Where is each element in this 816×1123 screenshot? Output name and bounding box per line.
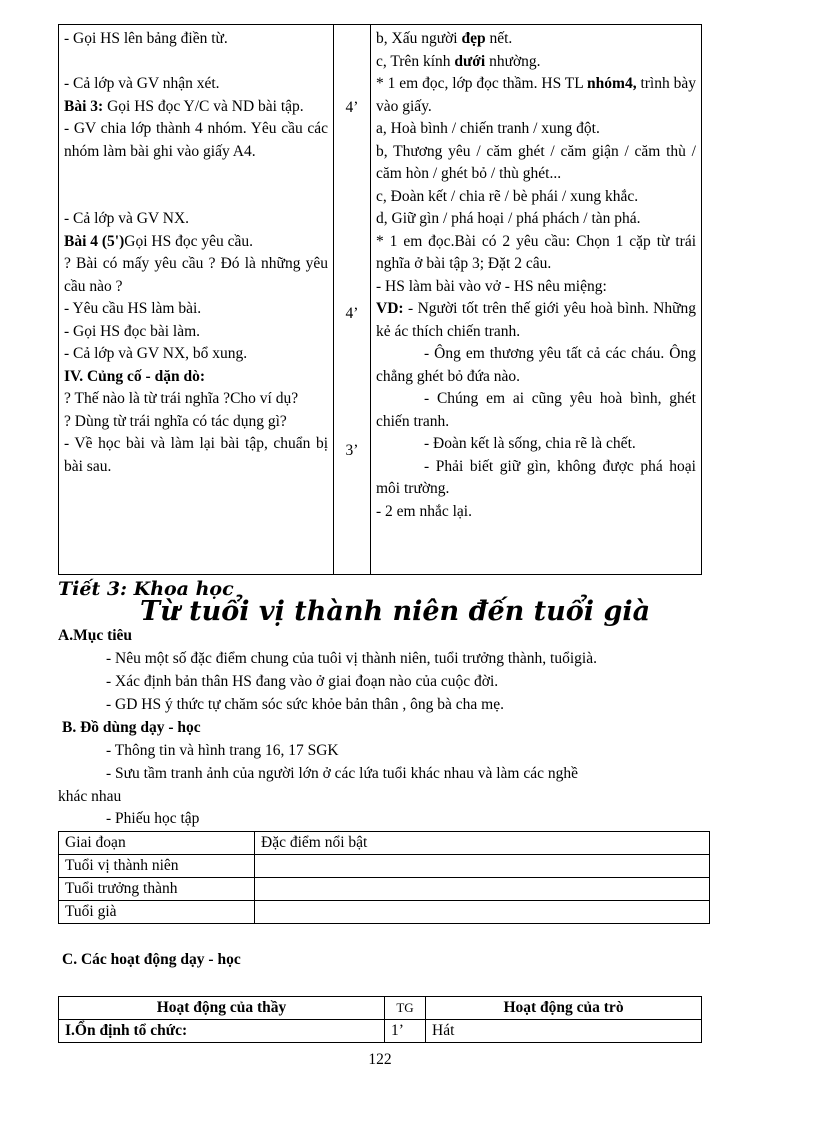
left-line: ? Dùng từ trái nghĩa có tác dụng gì? [64,412,287,430]
section-a-heading: A.Mục tiêu [58,627,133,644]
right-bold: nhóm4, [587,75,637,92]
right-text: c, Trên kính [376,52,455,70]
continued-activity-table [58,24,702,575]
left-line: ? Thế nào là từ trái nghĩa ?Cho ví dụ? [64,390,299,407]
right-bold: dưới [454,52,486,70]
right-text: nhường. [485,52,541,70]
right-text: - Chúng em ai cũng yêu hoà bình, ghét chiến tranh. [376,390,696,430]
right-text: - HS làm bài vào vở - HS nêu miệng: [376,277,607,295]
material-1: - Thông tin và hình trang 16, 17 SGK [106,742,339,759]
lesson-period: Tiết 3: Khoa học [58,578,234,600]
section-b-heading: B. Đồ dùng dạy - học [62,719,201,736]
objective-2: - Xác định bản thân HS đang vào ở giai đoạn nào của cuộc đời. [106,673,499,690]
left-line: - Gọi HS đọc bài làm. [64,322,201,340]
activities-cell: I.Ổn định tổ chức: [59,1020,385,1043]
worksheet-stage: Tuổi trưởng thành [59,878,255,901]
student-activity-cell [371,25,702,575]
left-line: - Cả lớp và GV nhận xét. [64,75,220,92]
material-2-cont: khác nhau [58,788,122,805]
worksheet-table [58,831,710,924]
right-text: * 1 em đọc, lớp đọc thầm. HS TL [376,75,588,92]
activities-cell: 1’ [385,1020,426,1043]
lesson-title: Từ tuổi vị thành niên đến tuổi già [140,596,651,627]
objective-1: - Nêu một số đặc điểm chung của tuôi vị thành niên, tuổi trưởng thành, tuổigià. [106,650,597,667]
right-bold: VD: [376,300,404,317]
activities-cell: Hát [426,1020,702,1043]
time-value: 4’ [345,305,359,322]
right-text: - Phải biết giữ gìn, không được phá hoại môi trường. [376,457,696,497]
left-bold: Bài 3: [64,97,104,115]
right-text: * 1 em đọc.Bài có 2 yêu cầu: Chọn 1 cặp từ trái nghĩa ở bài tập 3; Đặt 2 câu. [376,232,696,272]
right-text: nết. [485,30,513,47]
worksheet-header: Đặc điểm nổi bật [255,832,710,855]
activities-header: TG [385,997,426,1020]
activities-header: Hoạt động của thầy [59,997,385,1020]
worksheet-stage: Tuổi vị thành niên [59,855,255,878]
objective-3: - GD HS ý thức tự chăm sóc sức khỏe bản thân , ông bà cha mẹ. [106,696,504,713]
right-text: a, Hoà bình / chiến tranh / xung đột. [376,120,600,137]
left-line: - Gọi HS lên bảng điền từ. [64,30,228,47]
left-bold: Bài 4 (5') [64,232,125,250]
right-text: b, Xấu người [376,30,462,47]
right-text: - Ông em thương yêu tất cả các cháu. Ông chẳng ghét bỏ đứa nào. [376,345,696,385]
right-text: - Người tốt trên thế giới yêu hoà bình. Những kẻ ác thích chiến tranh. [376,300,696,340]
left-line: ? Bài có mấy yêu cầu ? Đó là những yêu cầu nào ? [64,255,328,295]
time-cell [334,25,371,575]
left-bold: IV. Củng cố - dặn dò: [64,367,205,385]
left-line: Gọi HS đọc Y/C và ND bài tập. [103,97,304,115]
left-line: - Cả lớp và GV NX. [64,210,190,227]
activities-table [58,996,702,1043]
material-3: - Phiếu học tập [106,810,200,827]
activities-header: Hoạt động của trò [426,997,702,1020]
page-number: 122 [368,1051,392,1068]
right-bold: đẹp [461,30,486,47]
left-line: - Yêu cầu HS làm bài. [64,300,202,317]
teacher-activity-cell [59,25,334,575]
right-text: b, Thương yêu / căm ghét / căm giận / căm thù / căm hòn / ghét bỏ / thù ghét... [376,142,696,182]
left-line: - Về học bài và làm lại bài tập, chuẩn bị bài sau. [64,435,328,475]
right-text: trình bày vào giấy. [376,75,696,115]
time-value: 3’ [345,442,359,459]
right-text: c, Đoàn kết / chia rẽ / bè phái / xung khắc. [376,187,639,205]
right-text: - Đoàn kết là sống, chia rẽ là chết. [424,435,636,452]
material-2: - Sưu tầm tranh ảnh của người lớn ở các lứa tuổi khác nhau và làm các nghề [106,765,579,782]
worksheet-stage: Tuổi già [59,901,255,924]
right-text: - 2 em nhắc lại. [376,502,472,520]
time-value: 4’ [345,99,359,116]
left-line: - GV chia lớp thành 4 nhóm. Yêu cầu các nhóm làm bài ghi vào giấy A4. [64,120,328,160]
left-line: - Cả lớp và GV NX, bổ xung. [64,345,248,362]
right-text: d, Giữ gìn / phá hoại / phá phách / tàn phá. [376,210,641,227]
section-c-heading: C. Các hoạt động dạy - học [62,951,241,968]
left-line: Gọi HS đọc yêu cầu. [124,232,253,250]
worksheet-header: Giai đoạn [59,832,255,855]
